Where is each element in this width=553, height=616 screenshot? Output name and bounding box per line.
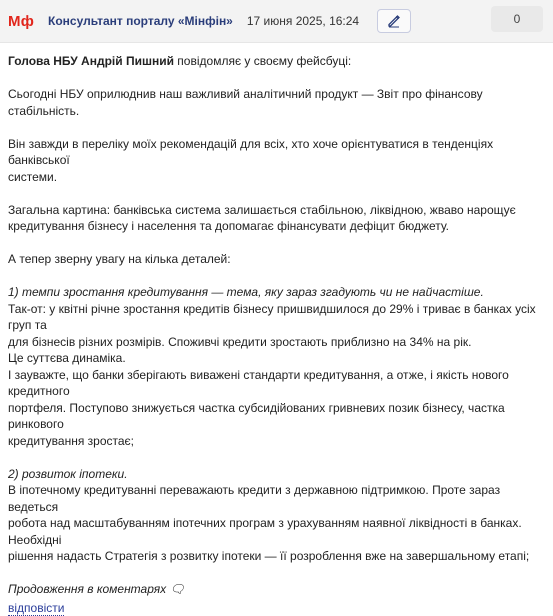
paragraph-3 <box>8 202 545 235</box>
section-1-line-3: Це суттєва динаміка. <box>8 351 126 365</box>
intro-rest: повідомляє у своєму фейсбуці: <box>173 54 352 68</box>
paragraph-4: А тепер зверну увагу на кілька деталей: <box>8 252 231 266</box>
intro-bold: Голова НБУ Андрій Пишний <box>8 54 174 68</box>
section-1-line-5: портфеля. Поступово знижується частка субсидійованих гривневих позик бізнесу, частка ринкового <box>8 400 505 431</box>
post-header <box>0 0 553 43</box>
paragraph-3-line-1: Загальна картина: банківська система залишається стабільною, ліквідною, жваво нарощує <box>8 202 516 217</box>
post-datetime: 17 июня 2025, 16:24 <box>246 14 360 28</box>
post-body <box>0 43 553 616</box>
paragraph-3-line-2: кредитування бізнесу і населення та допомагає фінансувати дефіцит бюджету. <box>8 219 450 233</box>
section-2-body <box>8 482 545 565</box>
pencil-icon <box>387 14 401 28</box>
reply-link[interactable]: відповісти <box>8 600 65 615</box>
section-1-line-6: кредитування зростає; <box>8 433 135 448</box>
rating-counter[interactable]: 0 <box>491 6 543 32</box>
section-1-line-1: Так-от: у квітні річне зростання кредитів бізнесу пришвидшилося до 29% і триває в банках усіх груп та <box>8 301 536 332</box>
paragraph-2-line-2: системи. <box>8 169 58 184</box>
paragraph-1: Сьогодні НБУ оприлюднив наш важливий аналітичний продукт — Звіт про фінансову стабільність. <box>8 87 483 118</box>
edit-button[interactable] <box>377 9 411 33</box>
section-2-title: 2) розвиток іпотеки. <box>8 466 128 481</box>
section-1-line-2: для бізнесів різних розмірів. Споживчі кредити зростають приблизно на 34% на рік. <box>8 334 472 349</box>
section-1-body <box>8 301 545 450</box>
section-1-title: 1) темпи зростання кредитування — тема, яку зараз згадують чи не найчастіше. <box>8 285 484 299</box>
continuation-note: Продовження в коментарях 🗨 <box>8 582 185 596</box>
minfin-logo: Мф <box>8 12 35 30</box>
author-name[interactable]: Консультант порталу «Мінфін» <box>48 14 233 28</box>
section-2-line-2: робота над масштабуванням іпотечних програм з урахуванням наявної ліквідності в банках. Необхідні <box>8 516 522 547</box>
paragraph-2 <box>8 136 545 186</box>
section-1-line-4: І зауважте, що банки зберігають виважені стандарти кредитування, а отже, і якість нового кредитного <box>8 367 509 398</box>
section-2-line-3: рішення надасть Стратегія з розвитку іпотеки — її розроблення вже на завершальному етапі; <box>8 549 530 563</box>
section-2-line-1: В іпотечному кредитуванні переважають кредити з державною підтримкою. Проте зараз ведеться <box>8 483 501 514</box>
paragraph-2-line-1: Він завжди в переліку моїх рекомендацій для всіх, хто хоче орієнтуватися в тенденціях банківської <box>8 136 494 167</box>
post-intro <box>8 53 545 70</box>
